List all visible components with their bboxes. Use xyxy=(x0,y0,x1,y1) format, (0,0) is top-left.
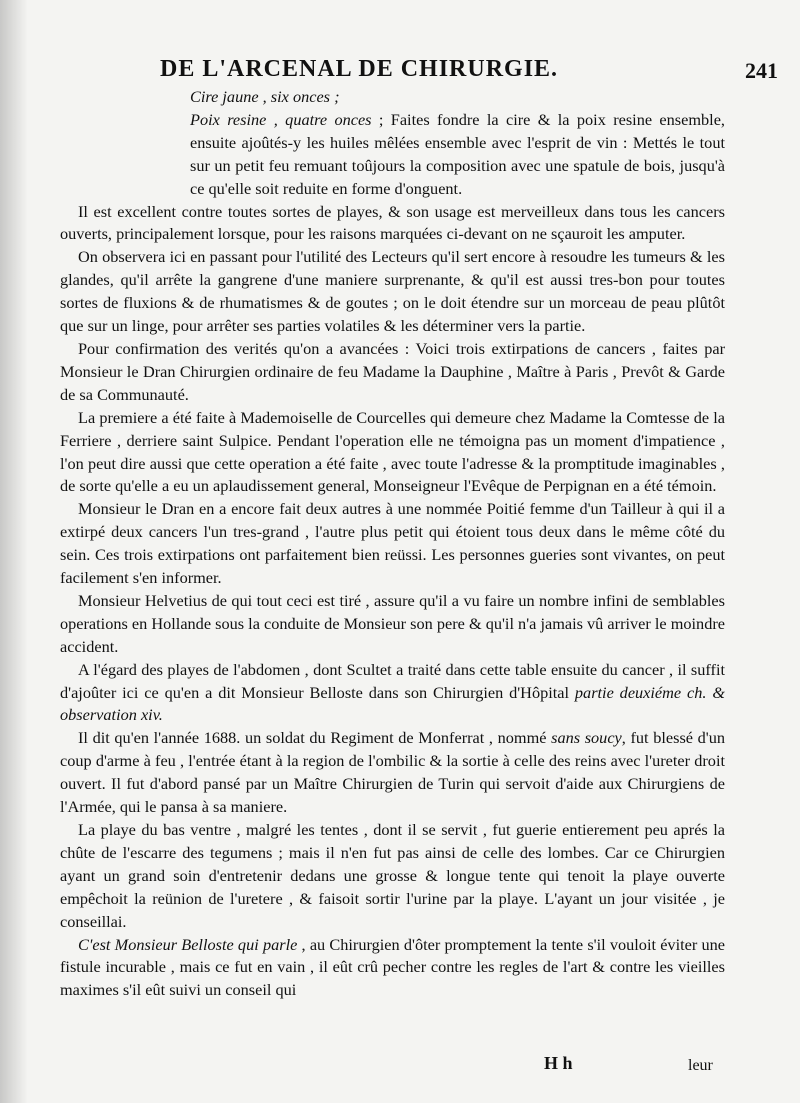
paragraph-soldier xyxy=(60,727,725,819)
recipe-instructions: ; Faites fondre la cire & la poix resine ensemble, ensuite ajoûtés-y les huiles mêlées ensemble avec l'esprit de vin : Mettés le tout sur un petit feu remuant toûjours la composition avec une spatule de bois, jusqu'à ce qu'elle soit reduite en forme d'onguent. xyxy=(190,109,725,198)
paragraph-confirmation: Pour confirmation des verités qu'on a avancées : Voici trois extirpations de cancers , faites par Monsieur le Dran Chirurgien ordinaire de feu Madame la Dauphine , Maître à Paris , Prevôt & Garde de sa Communauté. xyxy=(60,338,725,404)
soldier-text-start: Il dit qu'en l'année 1688. un soldat du Regiment de Monferrat , nommé xyxy=(78,728,552,748)
paragraph-usage: Il est excellent contre toutes sortes de playes, & son usage est merveilleux dans tous les cancers ouverts, principalement lorsque, pour les raisons marquées ci-devant on ne sçauroit les amputer. xyxy=(60,201,725,244)
belloste-text: , au Chirurgien d'ôter promptement la tente s'il vouloit éviter une fistule incurable , mais ce fut en vain , il eût crû pecher contre les regles de l'art & contre les vieilles maximes s'il eût suivi un conseil qui xyxy=(60,934,725,1000)
page-footer xyxy=(0,1053,800,1093)
paragraph-first-extirpation: La premiere a été faite à Mademoiselle de Courcelles qui demeure chez Madame la Comtesse de la Ferriere , derriere saint Sulpice. Pendant l'operation elle ne témoigna pas un moment d'impatience , l'on peut dire aussi que cette operation a été faite , avec toute l'adresse & la promptitude imaginables , de sorte qu'elle a eu un aplaudissement general, Monseigneur l'Evêque de Perpignan en a été témoin. xyxy=(60,407,725,496)
abdomen-text: A l'égard des playes de l'abdomen , dont Scultet a traité dans cette table ensuite du cancer , il suffit d'ajoûter ici ce qu'en a dit Monsieur Belloste dans son Chirurgien d'Hôpital xyxy=(60,659,725,702)
signature-mark: H h xyxy=(544,1053,573,1073)
belloste-speaker: C'est Monsieur Belloste qui parle xyxy=(78,934,298,954)
recipe-line-wax: Cire jaune , six onces ; xyxy=(190,87,340,106)
paragraph-abdomen xyxy=(60,659,725,728)
soldier-name: sans soucy xyxy=(551,728,622,748)
paragraph-wound-treatment: La playe du bas ventre , malgré les tentes , dont il se servit , fut guerie entierement peu aprés la chûte de l'escarre des tegumens ; mais il n'en fut pas ainsi de celle des lombes. Car ce Chirurgien ayant un grand soin d'entretenir dedans une grosse & longue tente qui tenoit la playe ouverte empêchoit la reünion de l'uretere , & faisoit sortir l'urine par la playe. L'ayant un jour visitée , je conseillai. xyxy=(60,820,725,931)
soldier-text-rest: , fut blessé d'un coup d'arme à feu , l'entrée étant à la region de l'ombilic & la sortie à celle des reins avec l'ureter droit ouvert. Il fut d'abord pansé par un Maître Chirurgien de Turin qui servoit d'aide aux Chirurgiens de l'Armée, qui le pansa à sa maniere. xyxy=(60,728,725,817)
page-gutter-shadow xyxy=(0,0,28,1103)
paragraph-other-extirpations: Monsieur le Dran en a encore fait deux autres à une nommée Poitié femme d'un Tailleur à qui il a extirpé deux cancers l'un tres-grand , l'autre plus petit qui étoient tous deux dans le même côté du sein. Ces trois extirpations ont parfaitement bien reüssi. Les personnes gueries sont vivantes, on peut facilement s'en informer. xyxy=(60,499,725,588)
catchword: leur xyxy=(688,1057,713,1074)
paragraph-belloste xyxy=(60,934,725,1003)
paragraph-helvetius: Monsieur Helvetius de qui tout ceci est tiré , assure qu'il a vu faire un nombre infini de semblables operations en Hollande sous la conduite de Monsieur son pere & qu'il n'a jamais vû arriver le moindre accident. xyxy=(60,590,725,656)
paragraph-observation: On observera ici en passant pour l'utilité des Lecteurs qu'il sert encore à resoudre les tumeurs & les glandes, qu'il arrête la gangrene d'une maniere surprenante, & qu'il est aussi tres-bon pour toutes sortes de fluxions & de rhumatismes & de goutes ; on le doit étendre sur un morceau de peau plûtôt que sur un linge, pour arrêter ses parties volatiles & les déterminer vers la partie. xyxy=(60,247,725,336)
page-header xyxy=(0,56,800,86)
paragraph-recipe-instructions xyxy=(60,109,725,201)
recipe-line-resin: Poix resine , quatre onces xyxy=(190,109,372,129)
abdomen-reference: partie deuxiéme ch. & observation xiv. xyxy=(60,682,725,725)
page-body xyxy=(60,86,725,1002)
page-number: 241 xyxy=(745,58,778,83)
running-title: DE L'ARCENAL DE CHIRURGIE. xyxy=(160,56,559,82)
